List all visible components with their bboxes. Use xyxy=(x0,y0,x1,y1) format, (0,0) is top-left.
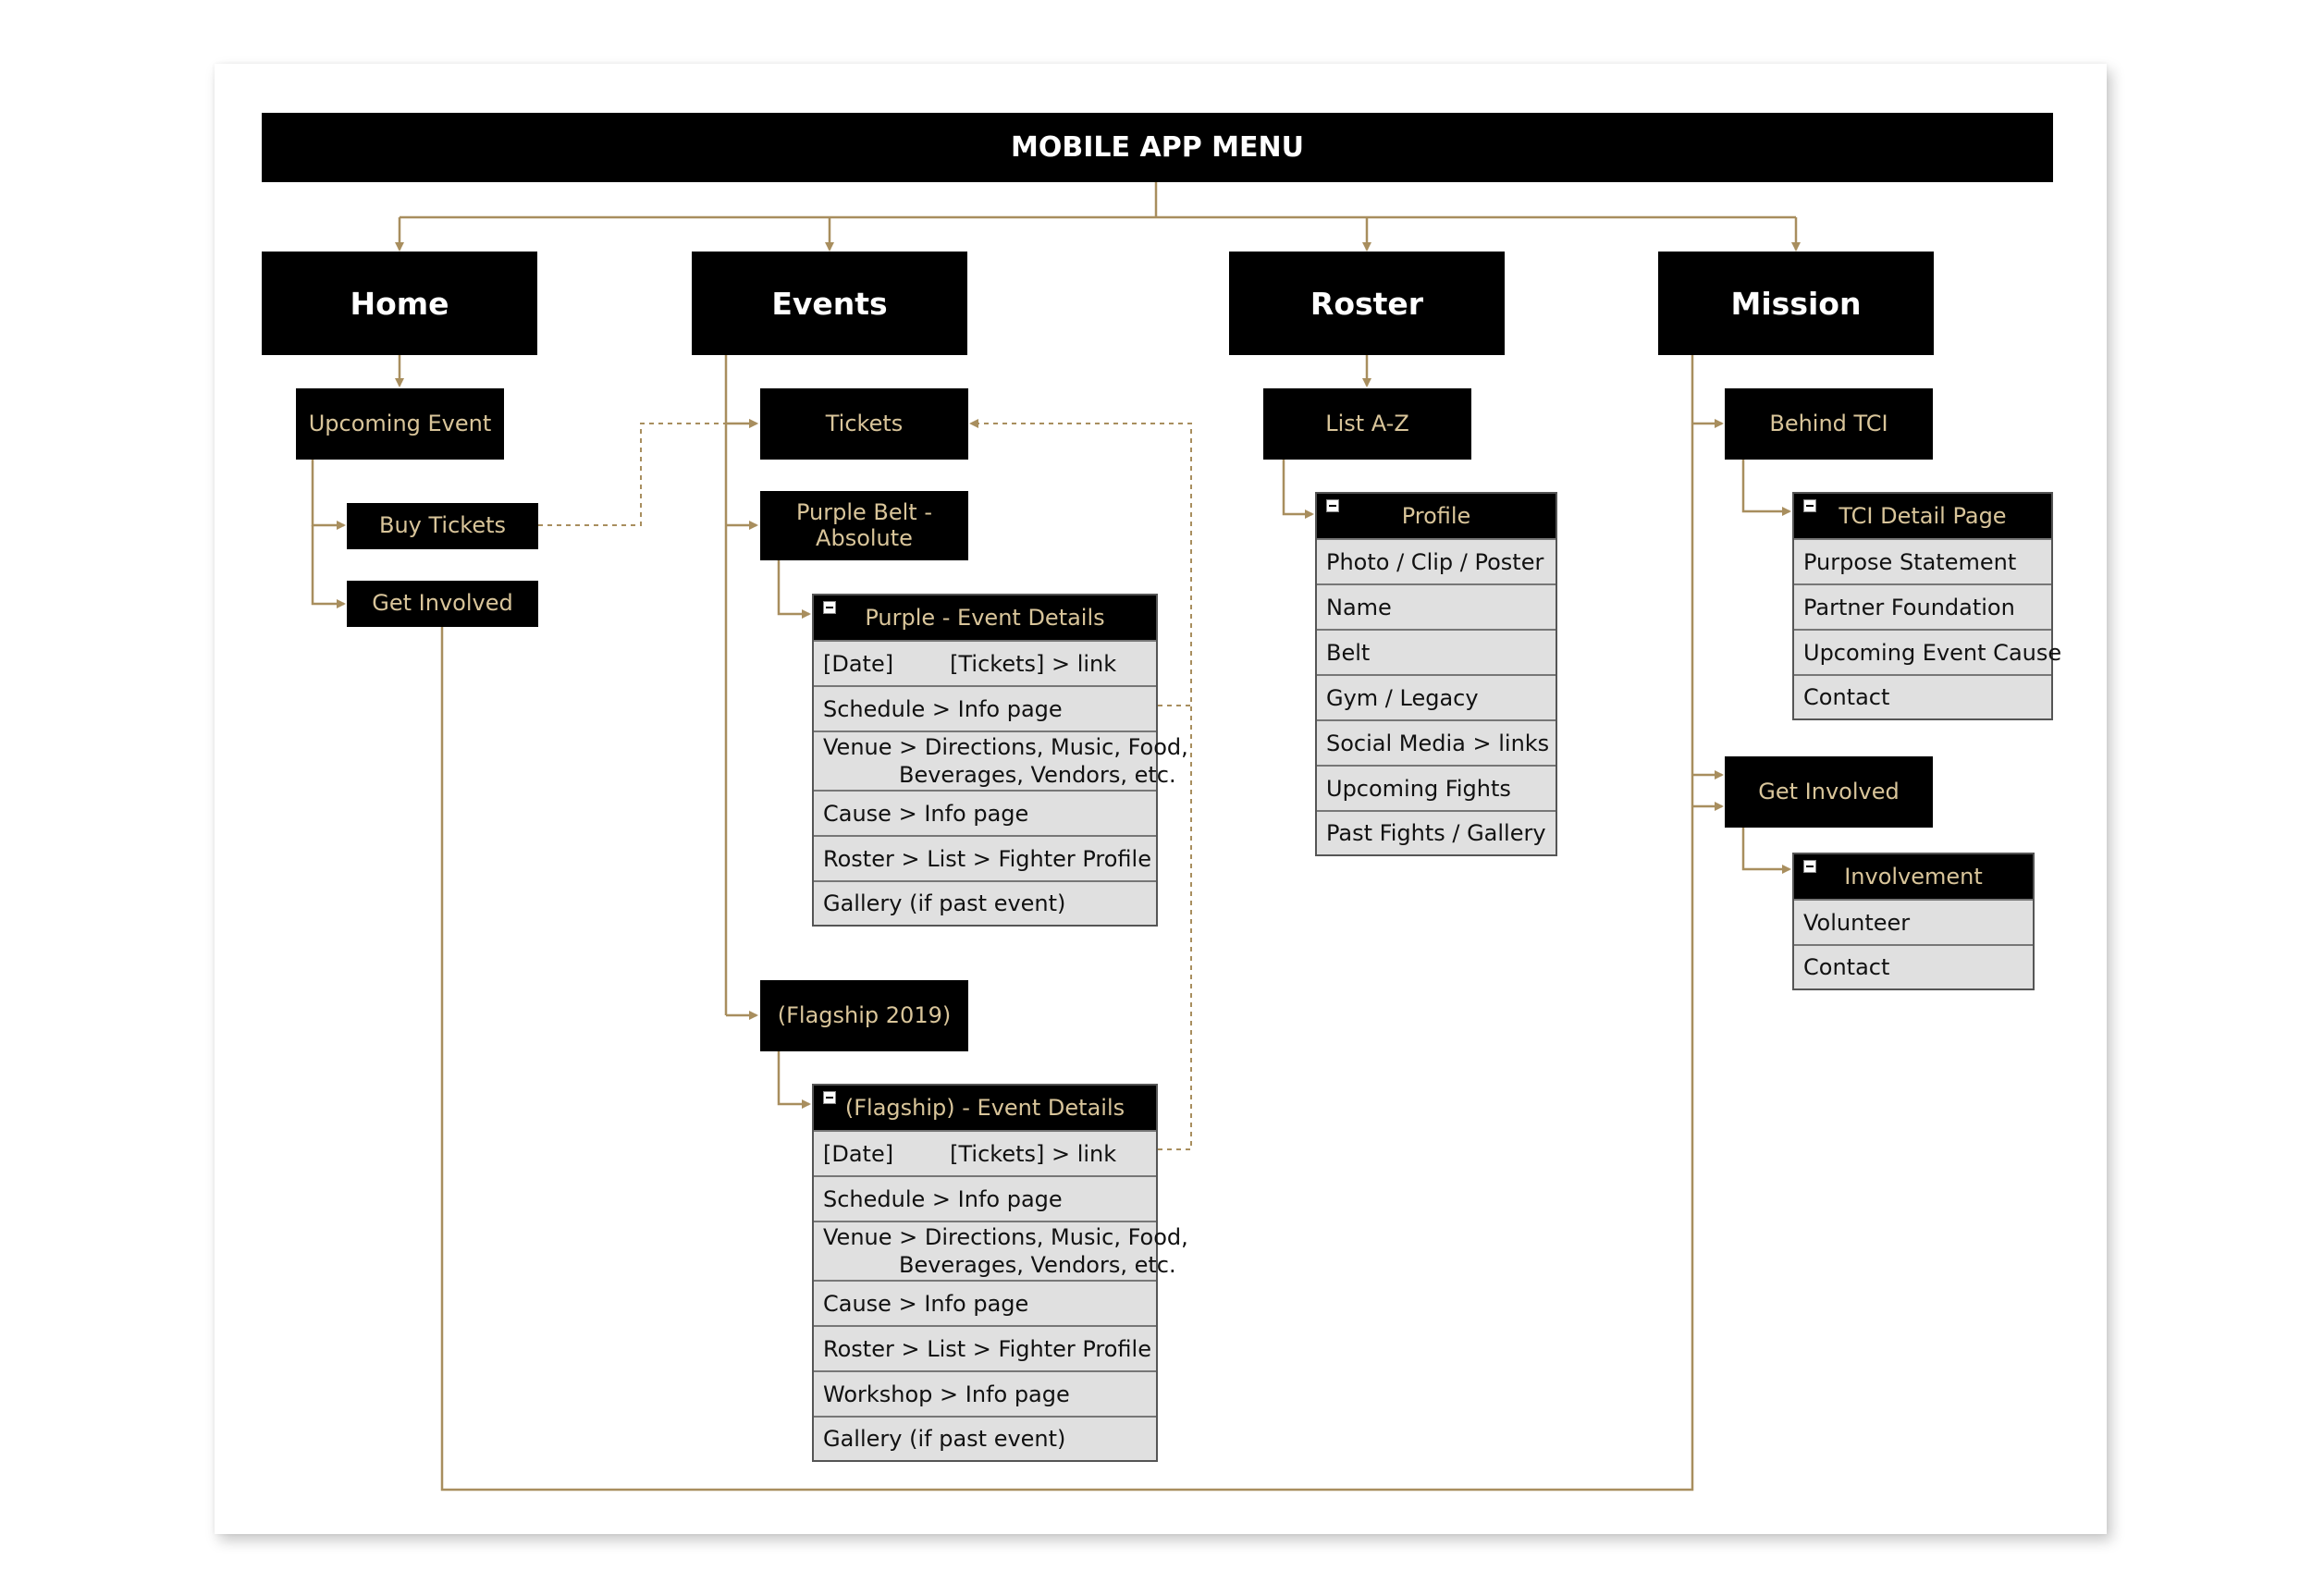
involvement-table xyxy=(1792,853,2035,990)
flagship-event-details-header xyxy=(814,1086,1156,1130)
table-row: Cause > Info page xyxy=(814,1280,1156,1325)
table-row: Belt xyxy=(1317,629,1556,674)
table-row: Roster > List > Fighter Profile xyxy=(814,835,1156,880)
table-row: Upcoming Fights xyxy=(1317,765,1556,810)
table-row: Gallery (if past event) xyxy=(814,880,1156,925)
table-row: Roster > List > Fighter Profile xyxy=(814,1325,1156,1370)
involvement-header xyxy=(1794,854,2033,899)
menu-roster: Roster xyxy=(1229,252,1505,355)
tci-detail-table xyxy=(1792,492,2062,720)
table-row: Volunteer xyxy=(1794,899,2033,944)
collapse-icon xyxy=(1326,499,1339,512)
table-row: Gym / Legacy xyxy=(1317,674,1556,719)
table-row xyxy=(814,730,1188,790)
purple-belt-line1: Purple Belt - xyxy=(795,498,933,525)
mission-behind-tci: Behind TCI xyxy=(1725,388,1933,460)
collapse-icon xyxy=(823,601,836,614)
table-row: Social Media > links xyxy=(1317,719,1556,765)
table-row: Gallery (if past event) xyxy=(814,1416,1156,1460)
table-row: Schedule > Info page xyxy=(814,685,1156,730)
tci-detail-header xyxy=(1794,494,2051,538)
purple-event-details xyxy=(812,594,1188,927)
table-row: [Date] [Tickets] > link xyxy=(814,1130,1156,1175)
table-row: Photo / Clip / Poster xyxy=(1317,538,1556,583)
mission-get-involved: Get Involved xyxy=(1725,756,1933,828)
tci-detail-title: TCI Detail Page xyxy=(1839,503,2007,529)
purple-event-details-header xyxy=(814,595,1156,640)
table-row xyxy=(814,1221,1188,1280)
purple-event-details-title: Purple - Event Details xyxy=(865,605,1105,631)
collapse-icon xyxy=(823,1091,836,1104)
table-row: Contact xyxy=(1794,944,2033,988)
table-row: Name xyxy=(1317,583,1556,629)
table-row: Upcoming Event Cause xyxy=(1794,629,2051,674)
menu-events: Events xyxy=(692,252,967,355)
row-line-2: Beverages, Vendors, etc. xyxy=(899,762,1176,788)
events-flagship: (Flagship 2019) xyxy=(760,980,968,1051)
row-line-1: Venue > Directions, Music, Food, xyxy=(823,734,1188,760)
profile-title: Profile xyxy=(1401,503,1471,529)
menu-home: Home xyxy=(262,252,537,355)
table-row: [Date] [Tickets] > link xyxy=(814,640,1156,685)
events-purple-belt xyxy=(760,491,968,560)
table-row: Past Fights / Gallery xyxy=(1317,810,1556,854)
home-buy-tickets: Buy Tickets xyxy=(347,503,538,549)
events-tickets: Tickets xyxy=(760,388,968,460)
collapse-icon xyxy=(1803,860,1816,873)
menu-mission: Mission xyxy=(1658,252,1934,355)
table-row: Partner Foundation xyxy=(1794,583,2051,629)
table-row: Workshop > Info page xyxy=(814,1370,1156,1416)
flagship-event-details xyxy=(812,1084,1188,1462)
table-row: Cause > Info page xyxy=(814,790,1156,835)
row-line-2: Beverages, Vendors, etc. xyxy=(899,1252,1176,1278)
table-row: Contact xyxy=(1794,674,2051,718)
home-upcoming-event: Upcoming Event xyxy=(296,388,504,460)
collapse-icon xyxy=(1803,499,1816,512)
home-get-involved: Get Involved xyxy=(347,581,538,627)
roster-list: List A-Z xyxy=(1263,388,1471,460)
diagram-title: MOBILE APP MENU xyxy=(262,113,2053,182)
profile-table xyxy=(1315,492,1557,856)
table-row: Schedule > Info page xyxy=(814,1175,1156,1221)
purple-belt-line2: Absolute xyxy=(816,524,913,551)
table-row: Purpose Statement xyxy=(1794,538,2051,583)
profile-header xyxy=(1317,494,1556,538)
involvement-title: Involvement xyxy=(1844,864,1983,890)
row-line-1: Venue > Directions, Music, Food, xyxy=(823,1224,1188,1250)
flagship-event-details-title: (Flagship) - Event Details xyxy=(844,1095,1125,1121)
